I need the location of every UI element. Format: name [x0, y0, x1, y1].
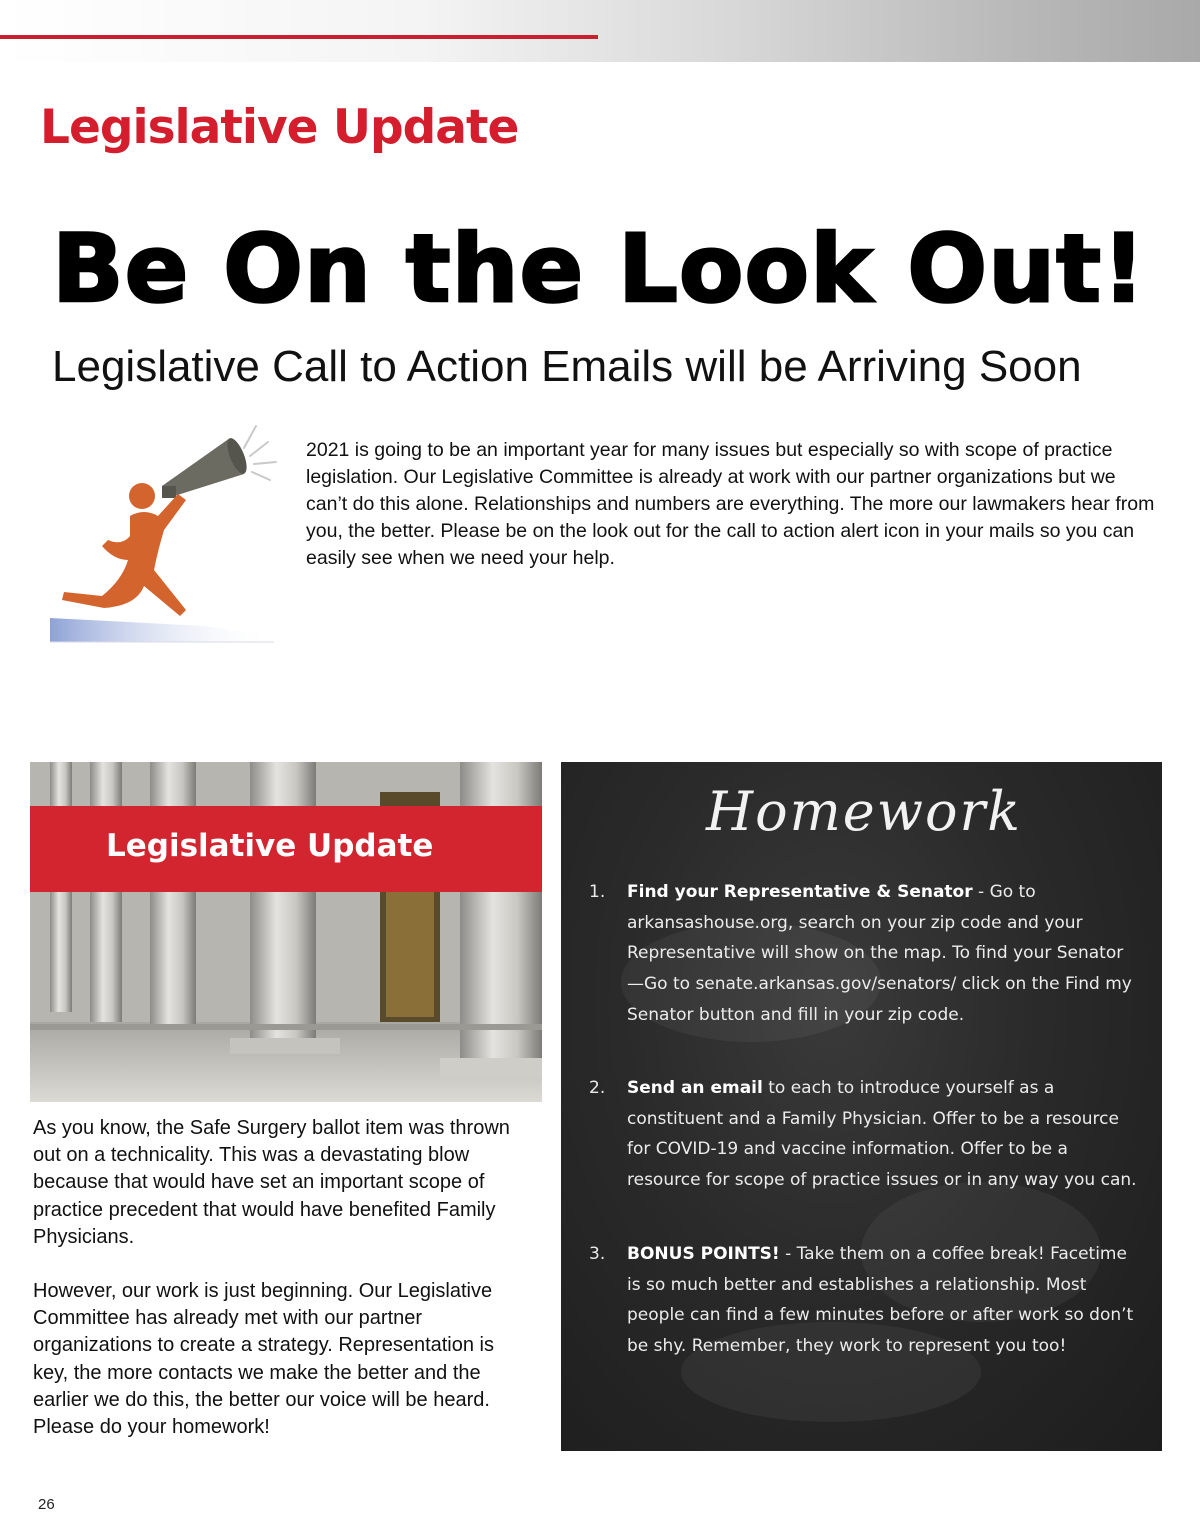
running-person-megaphone-icon: [44, 420, 284, 648]
header-rule: [0, 35, 598, 39]
item-number: 3.: [589, 1244, 606, 1264]
homework-title: Homework: [706, 780, 1023, 843]
subheadline: Legislative Call to Action Emails will be Arriving Soon: [52, 342, 1082, 391]
item-lead: Find your Representative & Senator: [627, 882, 973, 902]
headline: Be On the Look Out!: [52, 215, 1146, 324]
item-body: [627, 1073, 1137, 1196]
section-title: Legislative Update: [40, 100, 519, 155]
item-body: [627, 1239, 1137, 1362]
item-text: to each to introduce yourself as a constituent and a Family Physician. Offer to be a resource for COVID-19 and vaccine information. Offer to be a resource for scope of practice issues or in any way you can.: [627, 1078, 1137, 1191]
item-text: - Take them on a coffee break! Facetime is so much better and establishes a relationship. Most people can find a few minutes before or after work so don’t be shy. Remember, they work to represent you too!: [627, 1244, 1134, 1357]
banner-text: Legislative Update: [106, 828, 434, 864]
body-text: [33, 1115, 533, 1468]
body-paragraph: As you know, the Safe Surgery ballot item was thrown out on a technicality. This was a devastating blow because that would have set an important scope of practice precedent that would have benefited Family Physicians.: [33, 1117, 510, 1248]
item-body: [627, 877, 1137, 1031]
item-lead: Send an email: [627, 1078, 763, 1098]
intro-paragraph: 2021 is going to be an important year for many issues but especially so with scope of practice legislation. Our Legislative Committee is already at work with our partner organizations but we can’t do this alone. Relationships and numbers are everything. The more our lawmakers hear from you, the better. Please be on the look out for the call to action alert icon in your mails so you can easily see when we need your help.: [306, 439, 1155, 569]
item-number: 1.: [589, 882, 606, 902]
item-number: 2.: [589, 1078, 606, 1098]
capitol-columns-photo: [30, 762, 542, 1102]
item-lead: BONUS POINTS!: [627, 1244, 780, 1264]
homework-chalkboard: [561, 762, 1162, 1451]
item-text: - Go to arkansashouse.org, search on your zip code and your Representative will show on the map. To find your Senator—Go to senate.arkansas.gov/senators/ click on the Find my Senator button and fill in your zip code.: [627, 882, 1132, 1025]
header-band: [0, 0, 1200, 62]
body-paragraph: However, our work is just beginning. Our Legislative Committee has already met with our partner organizations to create a strategy. Representation is key, the more contacts we make the better and the earlier we do this, the better our voice will be heard. Please do your homework!: [33, 1280, 494, 1439]
page-number: 26: [38, 1496, 55, 1513]
